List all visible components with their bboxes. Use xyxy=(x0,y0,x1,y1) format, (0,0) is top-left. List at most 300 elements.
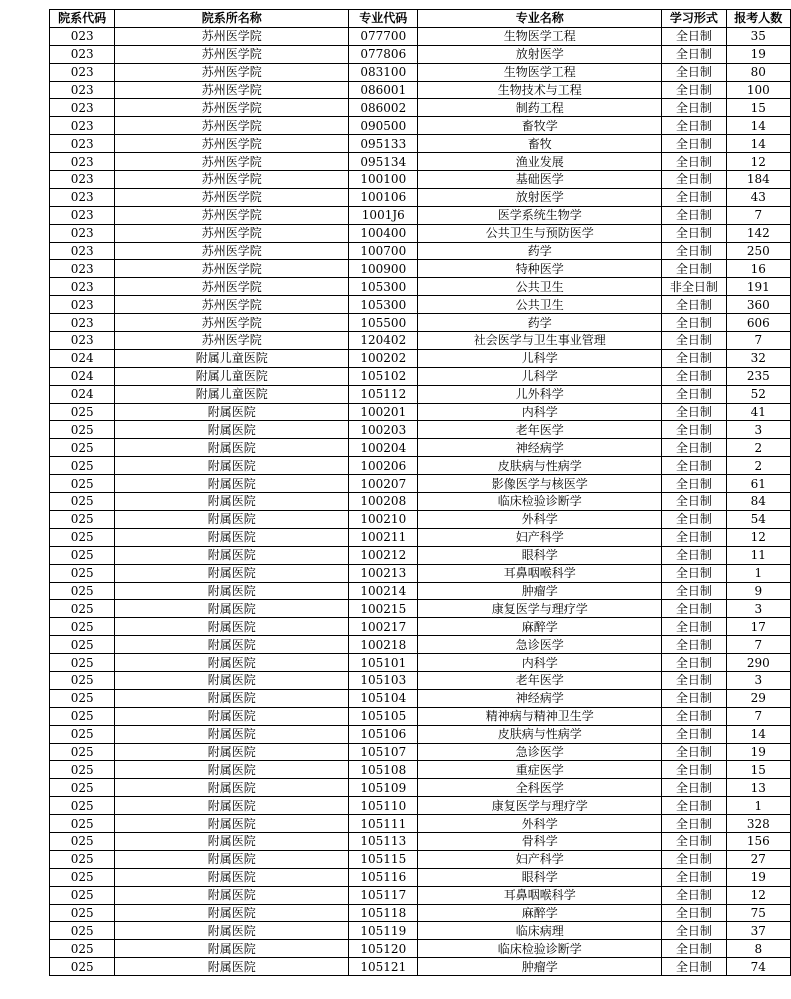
major-code-cell: 100400 xyxy=(349,224,418,242)
major-name-cell: 生物医学工程 xyxy=(418,27,662,45)
table-row xyxy=(50,81,791,99)
dept-name-cell: 苏州医学院 xyxy=(115,206,349,224)
table-row xyxy=(50,779,791,797)
major-code-cell: 095133 xyxy=(349,135,418,153)
applicant-count-cell: 32 xyxy=(726,349,790,367)
major-name-cell: 皮肤病与性病学 xyxy=(418,457,662,475)
major-name-cell: 制药工程 xyxy=(418,99,662,117)
major-name-cell: 生物医学工程 xyxy=(418,63,662,81)
dept-code-cell: 025 xyxy=(50,689,115,707)
header-dept-name: 院系所名称 xyxy=(115,10,349,28)
major-code-cell: 105107 xyxy=(349,743,418,761)
study-mode-cell: 全日制 xyxy=(662,510,726,528)
study-mode-cell: 全日制 xyxy=(662,904,726,922)
major-name-cell: 药学 xyxy=(418,314,662,332)
study-mode-cell: 全日制 xyxy=(662,850,726,868)
study-mode-cell: 全日制 xyxy=(662,689,726,707)
dept-name-cell: 附属医院 xyxy=(115,457,349,475)
study-mode-cell: 非全日制 xyxy=(662,278,726,296)
major-name-cell: 耳鼻咽喉科学 xyxy=(418,886,662,904)
dept-code-cell: 023 xyxy=(50,332,115,350)
applicant-count-cell: 7 xyxy=(726,206,790,224)
study-mode-cell: 全日制 xyxy=(662,582,726,600)
applicant-count-cell: 2 xyxy=(726,457,790,475)
header-dept-code: 院系代码 xyxy=(50,10,115,28)
study-mode-cell: 全日制 xyxy=(662,206,726,224)
dept-code-cell: 025 xyxy=(50,403,115,421)
dept-name-cell: 附属医院 xyxy=(115,958,349,976)
dept-name-cell: 苏州医学院 xyxy=(115,153,349,171)
dept-code-cell: 025 xyxy=(50,922,115,940)
major-code-cell: 100212 xyxy=(349,546,418,564)
dept-name-cell: 附属医院 xyxy=(115,403,349,421)
major-code-cell: 105106 xyxy=(349,725,418,743)
table-row xyxy=(50,349,791,367)
dept-code-cell: 023 xyxy=(50,188,115,206)
table-row xyxy=(50,510,791,528)
major-code-cell: 100204 xyxy=(349,439,418,457)
study-mode-cell: 全日制 xyxy=(662,886,726,904)
dept-name-cell: 附属医院 xyxy=(115,654,349,672)
major-name-cell: 影像医学与核医学 xyxy=(418,475,662,493)
applicant-count-cell: 19 xyxy=(726,868,790,886)
major-name-cell: 妇产科学 xyxy=(418,850,662,868)
major-code-cell: 105115 xyxy=(349,850,418,868)
major-name-cell: 精神病与精神卫生学 xyxy=(418,707,662,725)
dept-name-cell: 附属医院 xyxy=(115,636,349,654)
dept-code-cell: 025 xyxy=(50,743,115,761)
major-name-cell: 外科学 xyxy=(418,510,662,528)
study-mode-cell: 全日制 xyxy=(662,743,726,761)
dept-code-cell: 025 xyxy=(50,850,115,868)
dept-code-cell: 025 xyxy=(50,761,115,779)
study-mode-cell: 全日制 xyxy=(662,171,726,189)
study-mode-cell: 全日制 xyxy=(662,600,726,618)
major-code-cell: 105112 xyxy=(349,385,418,403)
major-code-cell: 105101 xyxy=(349,654,418,672)
dept-code-cell: 025 xyxy=(50,958,115,976)
major-name-cell: 皮肤病与性病学 xyxy=(418,725,662,743)
study-mode-cell: 全日制 xyxy=(662,63,726,81)
table-row xyxy=(50,958,791,976)
dept-name-cell: 附属医院 xyxy=(115,779,349,797)
dept-code-cell: 025 xyxy=(50,457,115,475)
table-row xyxy=(50,260,791,278)
dept-code-cell: 025 xyxy=(50,475,115,493)
applicant-count-cell: 35 xyxy=(726,27,790,45)
major-code-cell: 105119 xyxy=(349,922,418,940)
major-code-cell: 100211 xyxy=(349,528,418,546)
applicant-count-cell: 84 xyxy=(726,493,790,511)
dept-code-cell: 025 xyxy=(50,510,115,528)
major-name-cell: 内科学 xyxy=(418,654,662,672)
dept-code-cell: 023 xyxy=(50,135,115,153)
applicant-count-cell: 12 xyxy=(726,153,790,171)
major-name-cell: 麻醉学 xyxy=(418,618,662,636)
dept-name-cell: 苏州医学院 xyxy=(115,332,349,350)
study-mode-cell: 全日制 xyxy=(662,188,726,206)
major-code-cell: 100213 xyxy=(349,564,418,582)
applicant-count-cell: 290 xyxy=(726,654,790,672)
dept-name-cell: 附属医院 xyxy=(115,671,349,689)
study-mode-cell: 全日制 xyxy=(662,439,726,457)
major-name-cell: 外科学 xyxy=(418,815,662,833)
dept-code-cell: 025 xyxy=(50,528,115,546)
major-name-cell: 肿瘤学 xyxy=(418,582,662,600)
major-code-cell: 120402 xyxy=(349,332,418,350)
major-name-cell: 康复医学与理疗学 xyxy=(418,797,662,815)
major-code-cell: 100202 xyxy=(349,349,418,367)
table-row xyxy=(50,475,791,493)
applicant-count-cell: 14 xyxy=(726,117,790,135)
table-row xyxy=(50,886,791,904)
applicant-count-cell: 184 xyxy=(726,171,790,189)
major-code-cell: 100206 xyxy=(349,457,418,475)
table-row xyxy=(50,546,791,564)
table-row xyxy=(50,278,791,296)
dept-code-cell: 025 xyxy=(50,421,115,439)
dept-name-cell: 附属医院 xyxy=(115,528,349,546)
major-code-cell: 100201 xyxy=(349,403,418,421)
dept-name-cell: 附属医院 xyxy=(115,850,349,868)
major-name-cell: 基础医学 xyxy=(418,171,662,189)
table-body xyxy=(50,27,791,975)
applicant-count-cell: 29 xyxy=(726,689,790,707)
applicant-count-cell: 8 xyxy=(726,940,790,958)
table-row xyxy=(50,493,791,511)
dept-name-cell: 附属医院 xyxy=(115,510,349,528)
study-mode-cell: 全日制 xyxy=(662,797,726,815)
study-mode-cell: 全日制 xyxy=(662,493,726,511)
study-mode-cell: 全日制 xyxy=(662,922,726,940)
major-name-cell: 重症医学 xyxy=(418,761,662,779)
table-row xyxy=(50,171,791,189)
major-name-cell: 骨科学 xyxy=(418,832,662,850)
applicant-count-cell: 12 xyxy=(726,886,790,904)
study-mode-cell: 全日制 xyxy=(662,224,726,242)
applicant-count-cell: 606 xyxy=(726,314,790,332)
major-code-cell: 100900 xyxy=(349,260,418,278)
dept-code-cell: 025 xyxy=(50,546,115,564)
applicant-count-cell: 3 xyxy=(726,600,790,618)
table-row xyxy=(50,761,791,779)
study-mode-cell: 全日制 xyxy=(662,618,726,636)
applicant-count-cell: 17 xyxy=(726,618,790,636)
major-code-cell: 105300 xyxy=(349,296,418,314)
applicant-count-cell: 74 xyxy=(726,958,790,976)
major-name-cell: 康复医学与理疗学 xyxy=(418,600,662,618)
header-major-code: 专业代码 xyxy=(349,10,418,28)
applicant-count-cell: 80 xyxy=(726,63,790,81)
dept-code-cell: 025 xyxy=(50,868,115,886)
applicant-count-cell: 1 xyxy=(726,797,790,815)
dept-name-cell: 附属医院 xyxy=(115,797,349,815)
applicant-count-cell: 7 xyxy=(726,636,790,654)
major-code-cell: 100210 xyxy=(349,510,418,528)
dept-name-cell: 附属医院 xyxy=(115,868,349,886)
dept-code-cell: 025 xyxy=(50,618,115,636)
dept-name-cell: 附属儿童医院 xyxy=(115,349,349,367)
table-row xyxy=(50,153,791,171)
table-row xyxy=(50,27,791,45)
dept-name-cell: 苏州医学院 xyxy=(115,117,349,135)
dept-name-cell: 附属医院 xyxy=(115,886,349,904)
dept-name-cell: 苏州医学院 xyxy=(115,224,349,242)
dept-code-cell: 024 xyxy=(50,385,115,403)
study-mode-cell: 全日制 xyxy=(662,117,726,135)
study-mode-cell: 全日制 xyxy=(662,636,726,654)
table-row xyxy=(50,403,791,421)
major-code-cell: 105121 xyxy=(349,958,418,976)
major-code-cell: 086002 xyxy=(349,99,418,117)
study-mode-cell: 全日制 xyxy=(662,367,726,385)
major-name-cell: 急诊医学 xyxy=(418,636,662,654)
applicant-count-cell: 27 xyxy=(726,850,790,868)
applicant-count-cell: 2 xyxy=(726,439,790,457)
applicant-count-cell: 41 xyxy=(726,403,790,421)
table-row xyxy=(50,135,791,153)
dept-name-cell: 附属医院 xyxy=(115,475,349,493)
study-mode-cell: 全日制 xyxy=(662,564,726,582)
applicant-count-cell: 37 xyxy=(726,922,790,940)
major-code-cell: 100106 xyxy=(349,188,418,206)
dept-name-cell: 附属医院 xyxy=(115,815,349,833)
dept-name-cell: 附属医院 xyxy=(115,940,349,958)
major-code-cell: 105500 xyxy=(349,314,418,332)
dept-code-cell: 023 xyxy=(50,99,115,117)
dept-name-cell: 附属医院 xyxy=(115,421,349,439)
table-row xyxy=(50,582,791,600)
applicant-count-cell: 11 xyxy=(726,546,790,564)
major-name-cell: 儿科学 xyxy=(418,349,662,367)
header-row xyxy=(50,10,791,28)
dept-name-cell: 苏州医学院 xyxy=(115,314,349,332)
applicant-count-cell: 19 xyxy=(726,743,790,761)
major-code-cell: 100100 xyxy=(349,171,418,189)
applicant-count-cell: 52 xyxy=(726,385,790,403)
study-mode-cell: 全日制 xyxy=(662,457,726,475)
major-name-cell: 耳鼻咽喉科学 xyxy=(418,564,662,582)
study-mode-cell: 全日制 xyxy=(662,940,726,958)
applicant-count-cell: 15 xyxy=(726,761,790,779)
major-name-cell: 儿科学 xyxy=(418,367,662,385)
study-mode-cell: 全日制 xyxy=(662,654,726,672)
applicant-count-cell: 3 xyxy=(726,671,790,689)
dept-code-cell: 025 xyxy=(50,725,115,743)
study-mode-cell: 全日制 xyxy=(662,99,726,117)
study-mode-cell: 全日制 xyxy=(662,296,726,314)
table-row xyxy=(50,636,791,654)
major-name-cell: 渔业发展 xyxy=(418,153,662,171)
dept-code-cell: 025 xyxy=(50,493,115,511)
major-code-cell: 1001J6 xyxy=(349,206,418,224)
header-applicant-count: 报考人数 xyxy=(726,10,790,28)
study-mode-cell: 全日制 xyxy=(662,314,726,332)
table-row xyxy=(50,45,791,63)
dept-name-cell: 苏州医学院 xyxy=(115,99,349,117)
major-code-cell: 100214 xyxy=(349,582,418,600)
table-row xyxy=(50,600,791,618)
table-row xyxy=(50,815,791,833)
dept-name-cell: 苏州医学院 xyxy=(115,81,349,99)
applicant-count-cell: 43 xyxy=(726,188,790,206)
study-mode-cell: 全日制 xyxy=(662,958,726,976)
table-row xyxy=(50,725,791,743)
dept-name-cell: 苏州医学院 xyxy=(115,63,349,81)
major-name-cell: 医学系统生物学 xyxy=(418,206,662,224)
table-row xyxy=(50,707,791,725)
table-row xyxy=(50,618,791,636)
major-code-cell: 100217 xyxy=(349,618,418,636)
major-name-cell: 老年医学 xyxy=(418,421,662,439)
dept-code-cell: 025 xyxy=(50,832,115,850)
major-name-cell: 公共卫生 xyxy=(418,278,662,296)
major-name-cell: 肿瘤学 xyxy=(418,958,662,976)
applicant-count-cell: 100 xyxy=(726,81,790,99)
dept-name-cell: 附属医院 xyxy=(115,743,349,761)
dept-name-cell: 附属医院 xyxy=(115,582,349,600)
major-name-cell: 眼科学 xyxy=(418,546,662,564)
major-code-cell: 105113 xyxy=(349,832,418,850)
table-row xyxy=(50,832,791,850)
dept-code-cell: 023 xyxy=(50,242,115,260)
applicant-count-cell: 360 xyxy=(726,296,790,314)
table-row xyxy=(50,63,791,81)
table-row xyxy=(50,940,791,958)
table-row xyxy=(50,743,791,761)
table-row xyxy=(50,689,791,707)
dept-code-cell: 023 xyxy=(50,296,115,314)
applicant-count-cell: 13 xyxy=(726,779,790,797)
study-mode-cell: 全日制 xyxy=(662,385,726,403)
header-major-name: 专业名称 xyxy=(418,10,662,28)
applicant-count-cell: 14 xyxy=(726,725,790,743)
major-name-cell: 临床检验诊断学 xyxy=(418,493,662,511)
major-name-cell: 畜牧 xyxy=(418,135,662,153)
dept-code-cell: 023 xyxy=(50,224,115,242)
table-row xyxy=(50,242,791,260)
table-row xyxy=(50,188,791,206)
major-name-cell: 神经病学 xyxy=(418,439,662,457)
study-mode-cell: 全日制 xyxy=(662,332,726,350)
table-row xyxy=(50,224,791,242)
table-row xyxy=(50,99,791,117)
study-mode-cell: 全日制 xyxy=(662,27,726,45)
dept-name-cell: 附属医院 xyxy=(115,761,349,779)
major-code-cell: 105109 xyxy=(349,779,418,797)
major-name-cell: 临床病理 xyxy=(418,922,662,940)
major-code-cell: 105103 xyxy=(349,671,418,689)
table-row xyxy=(50,332,791,350)
dept-code-cell: 025 xyxy=(50,582,115,600)
major-code-cell: 105110 xyxy=(349,797,418,815)
dept-name-cell: 苏州医学院 xyxy=(115,45,349,63)
applicant-count-cell: 191 xyxy=(726,278,790,296)
major-name-cell: 老年医学 xyxy=(418,671,662,689)
dept-name-cell: 附属医院 xyxy=(115,439,349,457)
major-code-cell: 083100 xyxy=(349,63,418,81)
applicant-count-cell: 235 xyxy=(726,367,790,385)
dept-name-cell: 附属医院 xyxy=(115,600,349,618)
dept-code-cell: 023 xyxy=(50,278,115,296)
table-row xyxy=(50,654,791,672)
dept-code-cell: 025 xyxy=(50,779,115,797)
dept-code-cell: 024 xyxy=(50,349,115,367)
table-row xyxy=(50,385,791,403)
table-row xyxy=(50,922,791,940)
major-name-cell: 急诊医学 xyxy=(418,743,662,761)
study-mode-cell: 全日制 xyxy=(662,868,726,886)
applicant-count-cell: 15 xyxy=(726,99,790,117)
study-mode-cell: 全日制 xyxy=(662,725,726,743)
study-mode-cell: 全日制 xyxy=(662,815,726,833)
major-code-cell: 105118 xyxy=(349,904,418,922)
applicant-count-cell: 7 xyxy=(726,332,790,350)
dept-name-cell: 附属医院 xyxy=(115,707,349,725)
table-row xyxy=(50,868,791,886)
major-code-cell: 100700 xyxy=(349,242,418,260)
study-mode-cell: 全日制 xyxy=(662,761,726,779)
applicant-count-cell: 14 xyxy=(726,135,790,153)
dept-code-cell: 024 xyxy=(50,367,115,385)
major-code-cell: 100218 xyxy=(349,636,418,654)
applicant-count-cell: 9 xyxy=(726,582,790,600)
applicant-count-cell: 16 xyxy=(726,260,790,278)
dept-code-cell: 025 xyxy=(50,564,115,582)
dept-name-cell: 附属医院 xyxy=(115,618,349,636)
dept-code-cell: 023 xyxy=(50,63,115,81)
dept-code-cell: 023 xyxy=(50,153,115,171)
applicant-count-cell: 19 xyxy=(726,45,790,63)
major-code-cell: 086001 xyxy=(349,81,418,99)
major-code-cell: 100203 xyxy=(349,421,418,439)
major-code-cell: 105104 xyxy=(349,689,418,707)
major-name-cell: 特种医学 xyxy=(418,260,662,278)
table-row xyxy=(50,671,791,689)
dept-name-cell: 苏州医学院 xyxy=(115,135,349,153)
study-mode-cell: 全日制 xyxy=(662,421,726,439)
applicant-count-cell: 61 xyxy=(726,475,790,493)
major-code-cell: 105111 xyxy=(349,815,418,833)
applicant-count-cell: 7 xyxy=(726,707,790,725)
major-code-cell: 105102 xyxy=(349,367,418,385)
dept-code-cell: 025 xyxy=(50,886,115,904)
study-mode-cell: 全日制 xyxy=(662,546,726,564)
dept-name-cell: 苏州医学院 xyxy=(115,171,349,189)
table-row xyxy=(50,564,791,582)
dept-name-cell: 附属医院 xyxy=(115,832,349,850)
study-mode-cell: 全日制 xyxy=(662,707,726,725)
major-name-cell: 内科学 xyxy=(418,403,662,421)
major-code-cell: 105300 xyxy=(349,278,418,296)
major-name-cell: 畜牧学 xyxy=(418,117,662,135)
study-mode-cell: 全日制 xyxy=(662,260,726,278)
dept-name-cell: 苏州医学院 xyxy=(115,260,349,278)
dept-code-cell: 023 xyxy=(50,117,115,135)
dept-code-cell: 023 xyxy=(50,171,115,189)
study-mode-cell: 全日制 xyxy=(662,153,726,171)
table-row xyxy=(50,528,791,546)
major-name-cell: 妇产科学 xyxy=(418,528,662,546)
dept-name-cell: 苏州医学院 xyxy=(115,242,349,260)
table-row xyxy=(50,904,791,922)
major-name-cell: 社会医学与卫生事业管理 xyxy=(418,332,662,350)
applicant-count-cell: 12 xyxy=(726,528,790,546)
major-code-cell: 105108 xyxy=(349,761,418,779)
study-mode-cell: 全日制 xyxy=(662,349,726,367)
major-code-cell: 100215 xyxy=(349,600,418,618)
dept-code-cell: 025 xyxy=(50,904,115,922)
